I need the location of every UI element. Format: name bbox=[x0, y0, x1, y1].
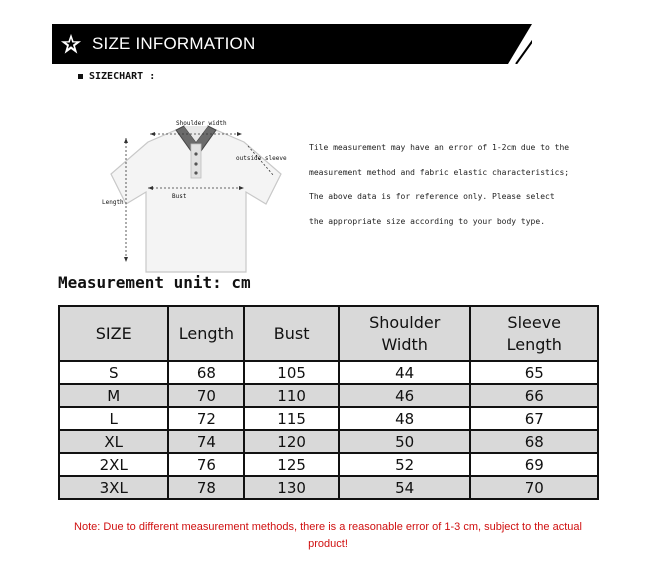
header-title: SIZE INFORMATION bbox=[92, 34, 256, 53]
note-line: the appropriate size according to your body type. bbox=[309, 216, 546, 226]
cell-bust: 120 bbox=[244, 430, 339, 453]
cell-sleeve: 65 bbox=[470, 361, 598, 384]
table-row bbox=[59, 407, 598, 430]
error-footnote: Note: Due to different measurement methods, there is a reasonable error of 1-3 cm, subject to the actual product! bbox=[74, 521, 582, 550]
cell-bust: 115 bbox=[244, 407, 339, 430]
note-line: Tile measurement may have an error of 1-2cm due to the bbox=[309, 143, 570, 152]
measurement-notes bbox=[309, 136, 609, 234]
star-icon bbox=[60, 33, 82, 55]
header-length: Length bbox=[168, 306, 244, 361]
outside-sleeve-label: outside sleeve bbox=[236, 155, 287, 162]
cell-sleeve: 66 bbox=[470, 384, 598, 407]
cell-size: XL bbox=[59, 430, 168, 453]
table-header-row bbox=[59, 306, 598, 361]
note-line: The above data is for reference only. Please select bbox=[309, 192, 555, 201]
header-bust: Bust bbox=[244, 306, 339, 361]
cell-length: 68 bbox=[168, 361, 244, 384]
note-line: measurement method and fabric elastic characteristics; bbox=[309, 167, 570, 177]
bullet-icon bbox=[78, 74, 83, 79]
cell-shoulder: 52 bbox=[339, 453, 471, 476]
sizechart-label-text: SIZECHART : bbox=[89, 71, 156, 82]
cell-size: 3XL bbox=[59, 476, 168, 499]
cell-length: 70 bbox=[168, 384, 244, 407]
header-sleeve-length: Sleeve Length bbox=[470, 306, 598, 361]
length-label: Length bbox=[102, 199, 124, 206]
cell-sleeve: 68 bbox=[470, 430, 598, 453]
cell-size: M bbox=[59, 384, 168, 407]
bust-label: Bust bbox=[172, 193, 187, 200]
polo-shirt-diagram bbox=[96, 112, 296, 277]
cell-bust: 125 bbox=[244, 453, 339, 476]
cell-sleeve: 69 bbox=[470, 453, 598, 476]
table-row bbox=[59, 384, 598, 407]
size-table bbox=[58, 305, 599, 500]
header-size: SIZE bbox=[59, 306, 168, 361]
cell-shoulder: 44 bbox=[339, 361, 471, 384]
shoulder-width-label: Shoulder width bbox=[176, 120, 227, 127]
cell-shoulder: 46 bbox=[339, 384, 471, 407]
measurement-unit-label: Measurement unit: cm bbox=[58, 273, 251, 292]
cell-size: L bbox=[59, 407, 168, 430]
cell-length: 76 bbox=[168, 453, 244, 476]
cell-shoulder: 48 bbox=[339, 407, 471, 430]
table-row bbox=[59, 453, 598, 476]
cell-size: 2XL bbox=[59, 453, 168, 476]
cell-length: 74 bbox=[168, 430, 244, 453]
cell-length: 78 bbox=[168, 476, 244, 499]
cell-shoulder: 50 bbox=[339, 430, 471, 453]
table-row bbox=[59, 430, 598, 453]
cell-bust: 110 bbox=[244, 384, 339, 407]
sizechart-label bbox=[78, 71, 155, 82]
cell-bust: 130 bbox=[244, 476, 339, 499]
table-row bbox=[59, 476, 598, 499]
cell-bust: 105 bbox=[244, 361, 339, 384]
cell-sleeve: 70 bbox=[470, 476, 598, 499]
table-row bbox=[59, 361, 598, 384]
cell-length: 72 bbox=[168, 407, 244, 430]
cell-sleeve: 67 bbox=[470, 407, 598, 430]
cell-size: S bbox=[59, 361, 168, 384]
header-shoulder-width: Shoulder Width bbox=[339, 306, 471, 361]
cell-shoulder: 54 bbox=[339, 476, 471, 499]
